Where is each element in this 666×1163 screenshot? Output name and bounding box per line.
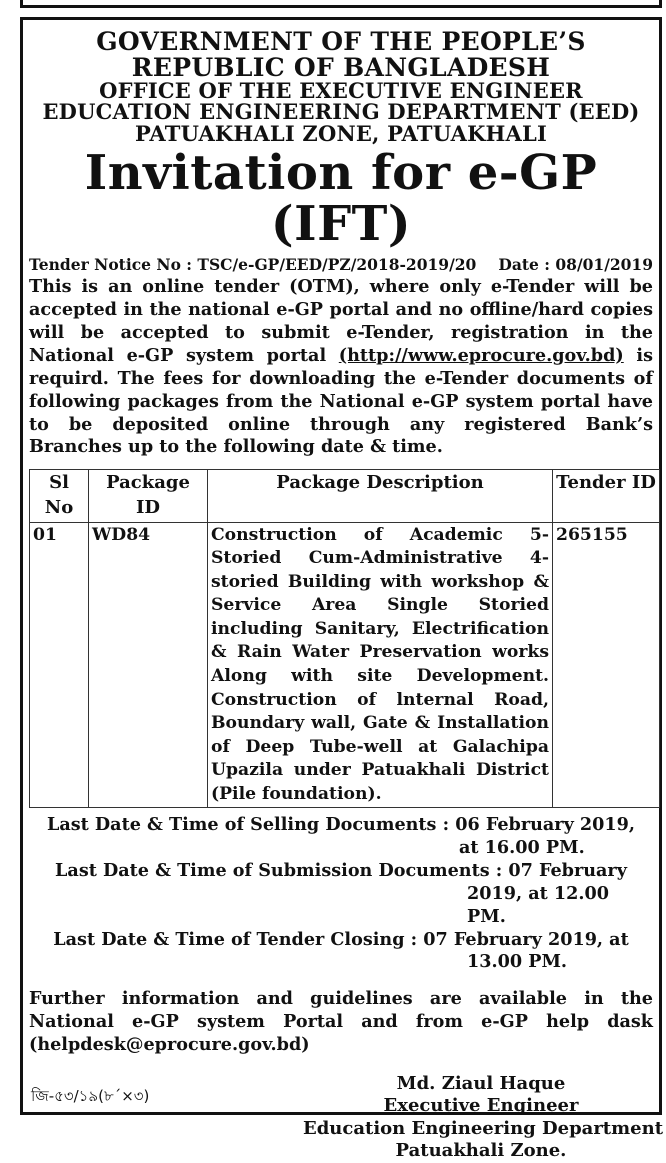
tender-notice-date: Date : 08/01/2019 — [498, 255, 653, 274]
header-zone: PATUAKHALI ZONE, PATUAKHALI — [134, 120, 548, 146]
signatory-name: Md. Ziaul Haque — [396, 1072, 566, 1094]
tender-notice-number: Tender Notice No : TSC/e-GP/EED/PZ/2018-2019/20 — [29, 255, 477, 274]
header-package-description: Package Description — [208, 470, 553, 522]
submission-deadline — [29, 860, 653, 929]
closing-deadline-line2: 13.00 PM. — [467, 951, 568, 973]
deadline-list — [29, 814, 653, 974]
signatory-designation: Executive Engineer — [383, 1095, 579, 1117]
intro-text-before: This is an online tender (OTM), where only e-Tender will be accepted in the national e-GP portal and no offline/hard copies will be accepted to submit e-Tender, registration in the National e-GP system portal — [29, 276, 653, 366]
selling-deadline-line2: at 16.00 PM. — [459, 837, 585, 859]
submission-deadline-line2: 2019, at 12.00 PM. — [467, 882, 609, 927]
signatory-zone: Patuakhali Zone. — [395, 1140, 567, 1162]
closing-deadline-line1: Last Date & Time of Tender Closing : 07 February 2019, at — [53, 928, 629, 950]
cell-package-id: WD84 — [89, 522, 208, 808]
selling-deadline — [29, 814, 653, 860]
page-title: Invitation for e-GP (IFT) — [84, 145, 598, 252]
header-sl-no: Sl No — [30, 470, 89, 522]
header-department: EDUCATION ENGINEERING DEPARTMENT (EED) — [42, 99, 640, 125]
tender-notice-frame — [20, 17, 664, 1162]
selling-deadline-line1: Last Date & Time of Selling Documents : 06 February 2019, — [46, 814, 636, 836]
eprocure-link[interactable]: (http://www.eprocure.gov.bd) — [338, 344, 624, 366]
submission-deadline-line1: Last Date & Time of Submission Documents : 07 February — [55, 860, 627, 882]
header-government: GOVERNMENT OF THE PEOPLE’S — [96, 27, 586, 56]
table-header-row — [30, 470, 660, 522]
header-package-id: Package ID — [89, 470, 208, 522]
office-header — [23, 29, 659, 144]
cell-package-description: Construction of Academic 5-Storied Cum-Administrative 4-storied Building with workshop & Service Area Single Storied including Sanitary, Electrification & Rain Water Preservation works Along with site Development. Construction of lnternal Road, Boundary wall, Gate & Installation of Deep Tube-well at Galachipa Upazila under Patuakhali District (Pile foundation). — [208, 522, 553, 808]
intro-paragraph — [29, 276, 653, 459]
notice-info-row — [29, 255, 653, 274]
header-republic: REPUBLIC OF BANGLADESH — [131, 52, 551, 82]
header-tender-id: Tender ID — [553, 470, 660, 522]
table-row — [30, 522, 660, 808]
signatory-department: Education Engineering Department — [303, 1117, 664, 1139]
further-info-paragraph: Further information and guidelines are available in the National e-GP system Portal and from e-GP help dask (helpdesk@eprocure.gov.bd) — [29, 988, 653, 1056]
cell-sl-no: 01 — [30, 522, 89, 808]
header-office: OFFICE OF THE EXECUTIVE ENGINEER — [99, 78, 583, 103]
top-border-line — [20, 0, 662, 8]
closing-deadline — [29, 929, 653, 975]
intro-text-after: is requird. The fees for downloading the e-Tender documents of following packages from the National e-GP system portal have to be deposited online through any registered Bank’s Branches up to the following date & time. — [29, 344, 654, 458]
package-table — [29, 469, 660, 808]
cell-tender-id: 265155 — [553, 522, 660, 808]
reference-code: জি-৫৩/১৯(৮´×৩) — [31, 1087, 150, 1105]
